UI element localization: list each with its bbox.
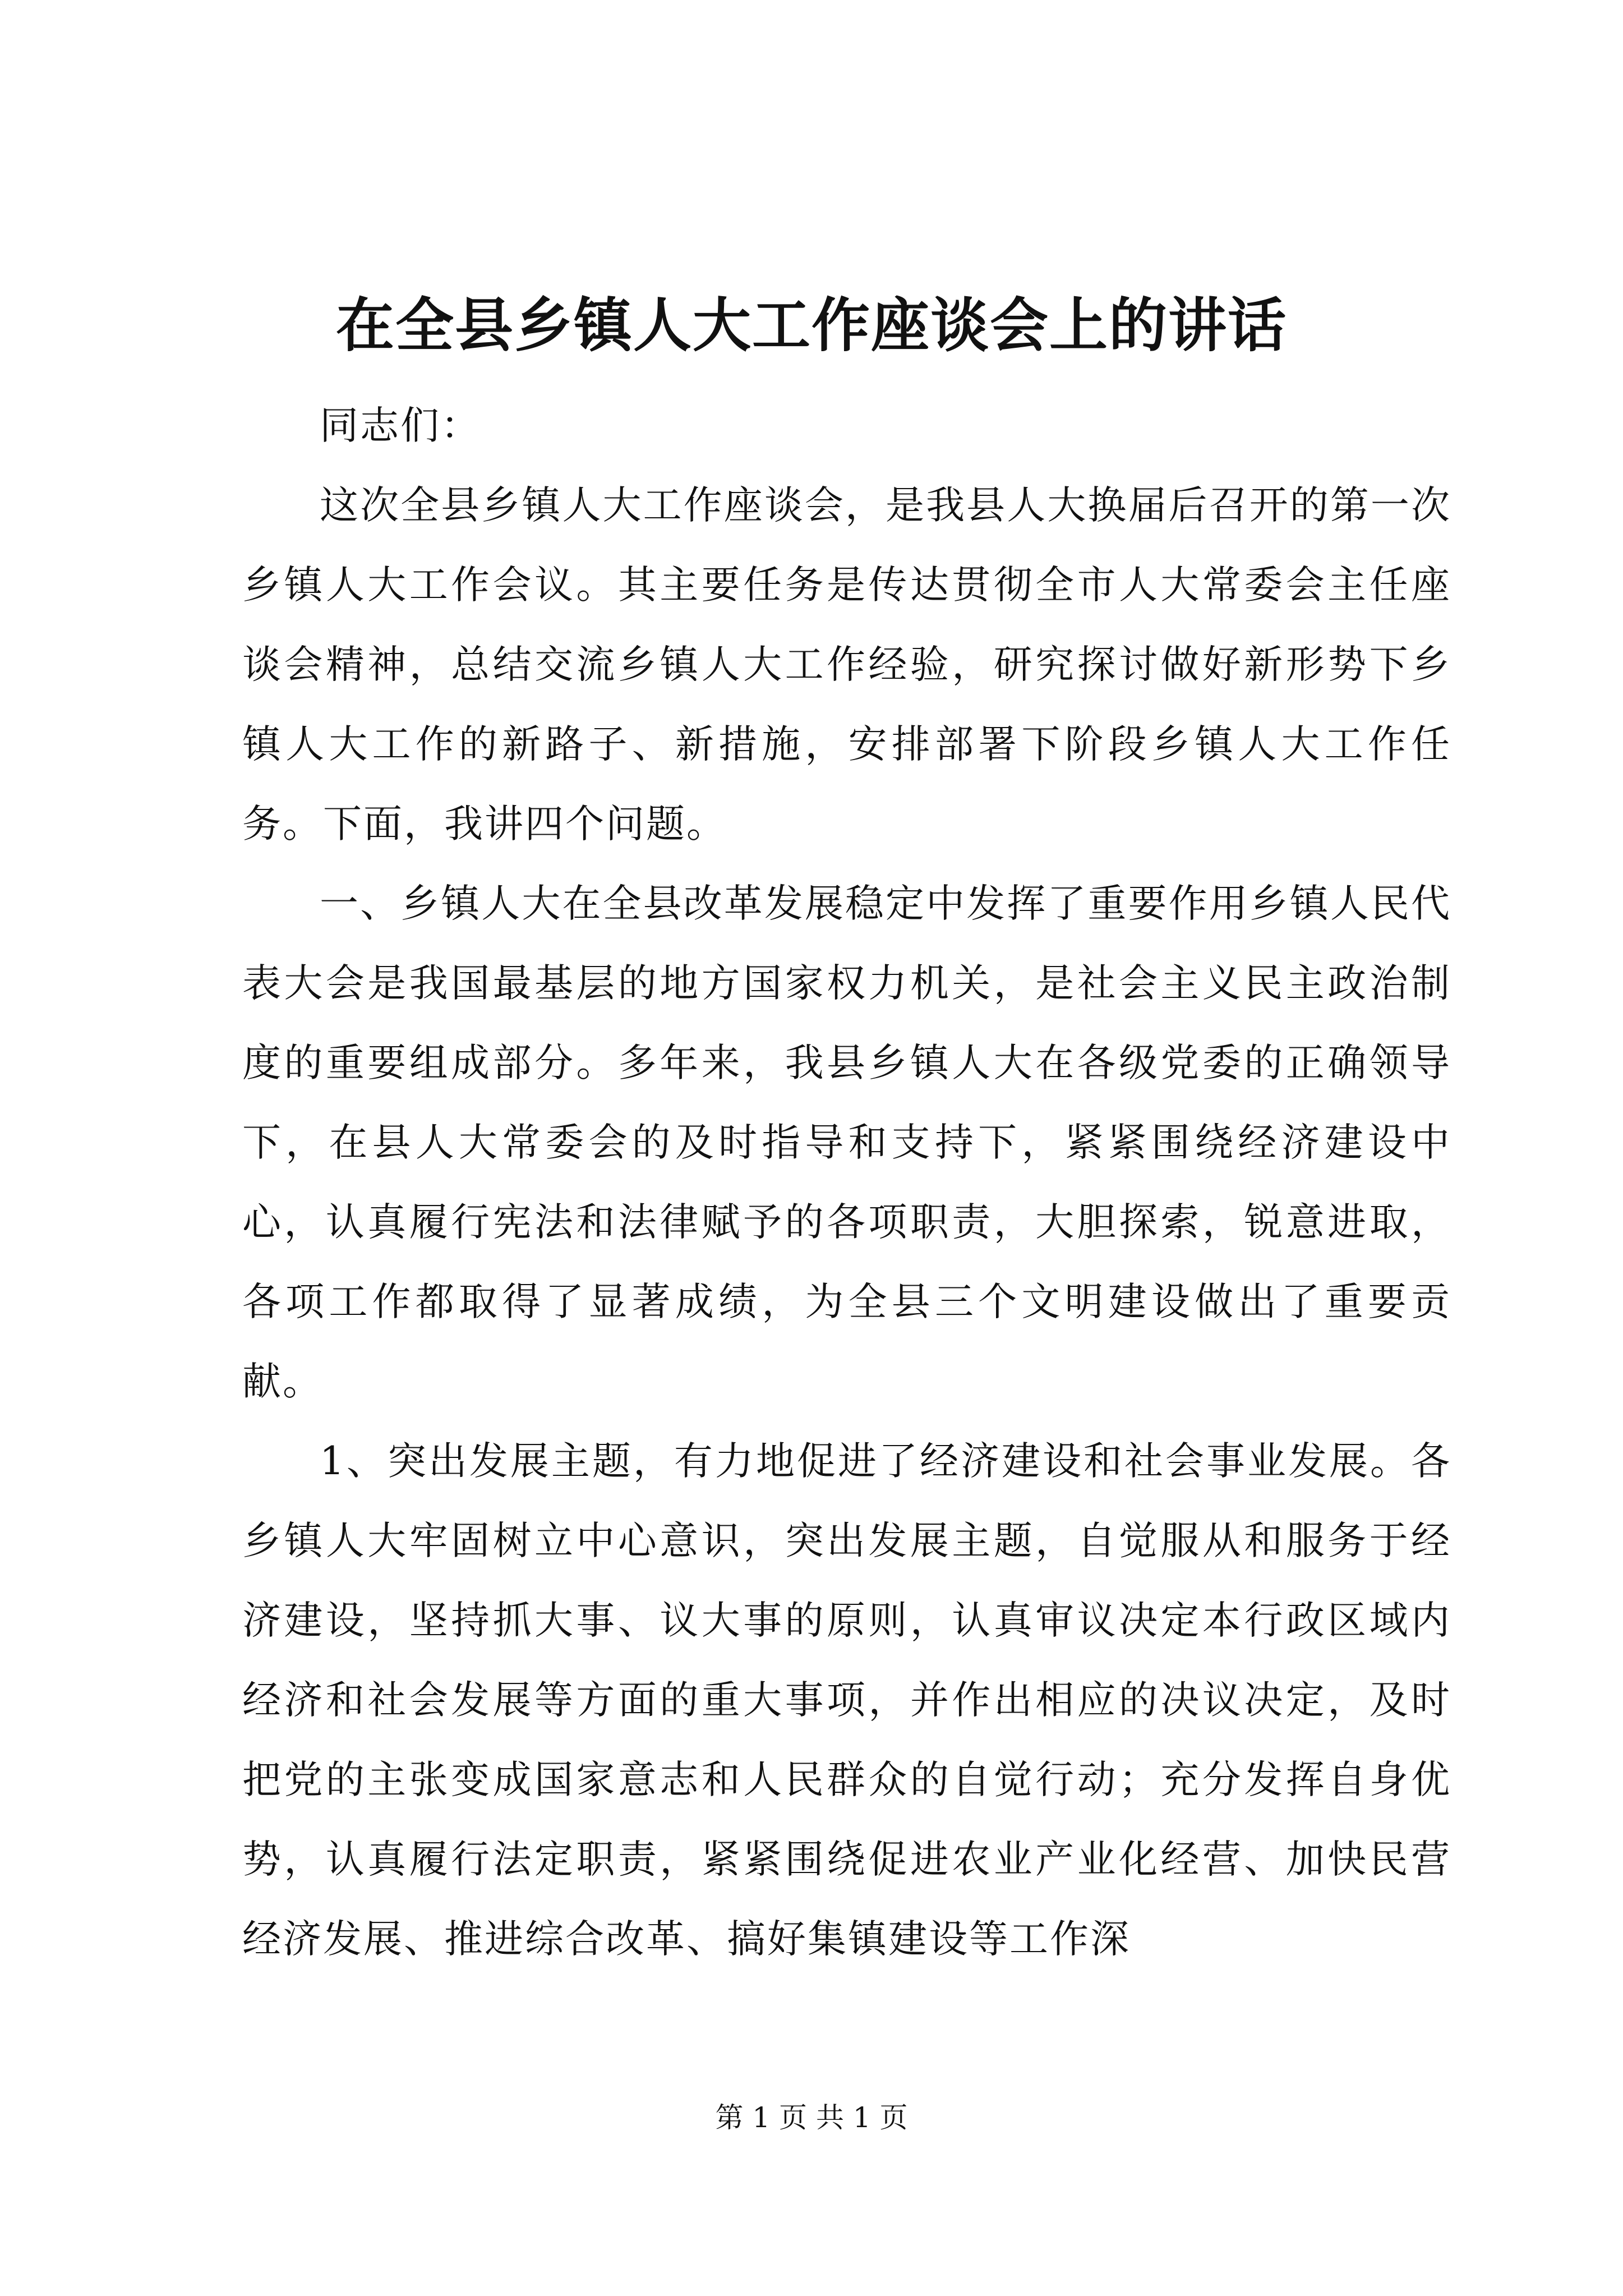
- salutation: 同志们：: [320, 403, 481, 448]
- document-title: 在全县乡镇人大工作座谈会上的讲话: [335, 291, 1287, 360]
- paragraph-item-one: 1、突出发展主题，有力地促进了经济建设和社会事业发展。各乡镇人大牢固树立中心意识，突出发展主题，自觉服从和服务于经济建设，坚持抓大事、议大事的原则，认真审议决定本行政区域内经济和社会发展等方面的重大事项，并作出相应的决议决定，及时把党的主张变成国家意志和人民群众的自觉行动；充分发挥自身优势，认真履行法定职责，紧紧围绕促进农业产业化经营、加快民营经济发展、推进综合改革、搞好集镇建设等工作深: [242, 1439, 1451, 1962]
- document-body: [242, 386, 1451, 1979]
- page-footer: 第 1 页 共 1 页: [715, 2101, 908, 2134]
- paragraph-section-one: 一、乡镇人大在全县改革发展稳定中发挥了重要作用乡镇人民代表大会是我国最基层的地方国家权力机关，是社会主义民主政治制度的重要组成部分。多年来，我县乡镇人大在各级党委的正确领导下，在县人大常委会的及时指导和支持下，紧紧围绕经济建设中心，认真履行宪法和法律赋予的各项职责，大胆探索，锐意进取，各项工作都取得了显著成绩，为全县三个文明建设做出了重要贡献。: [242, 881, 1451, 1404]
- paragraph-intro: 这次全县乡镇人大工作座谈会，是我县人大换届后召开的第一次乡镇人大工作会议。其主要任务是传达贯彻全市人大常委会主任座谈会精神，总结交流乡镇人大工作经验，研究探讨做好新形势下乡镇人大工作的新路子、新措施，安排部署下阶段乡镇人大工作任务。下面，我讲四个问题。: [242, 483, 1451, 846]
